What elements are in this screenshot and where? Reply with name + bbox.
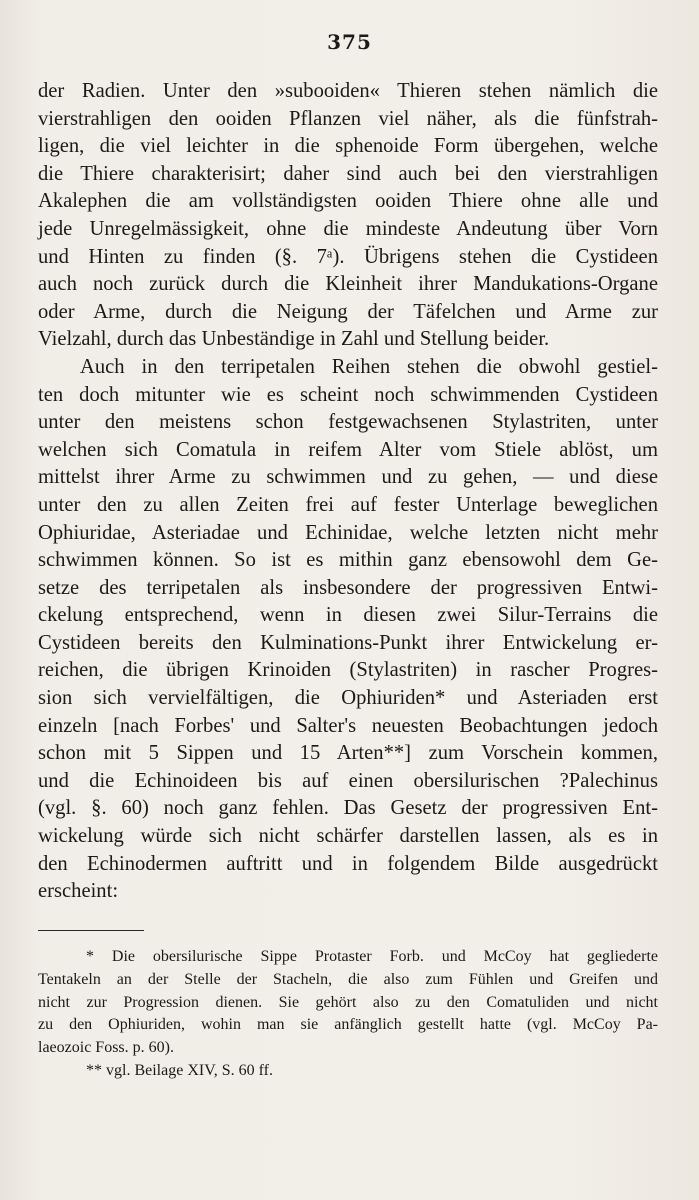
footnote-divider [38, 930, 144, 931]
text-line: jede Unregelmässigkeit, ohne die mindeste Andeutung über Vorn [38, 217, 658, 240]
text-line: sion sich vervielfältigen, die Ophiuriden* und Asteriaden erst [38, 687, 658, 710]
text-line: mittelst ihrer Arme zu schwimmen und zu gehen, — und diese [38, 466, 658, 489]
text-line: Cystideen bereits den Kulminations-Punkt ihrer Entwickelung er- [38, 631, 658, 654]
paragraph-start-line: Auch in den terripetalen Reihen stehen die obwohl gestiel- [80, 355, 658, 378]
text-line: auch noch zurück durch die Kleinheit ihrer Mandukations-Organe [38, 273, 658, 296]
text-line: unter den meistens schon festgewachsenen Stylastriten, unter [38, 411, 658, 434]
text-line: ten doch mitunter wie es scheint noch schwimmenden Cystideen [38, 383, 658, 406]
text-line: schon mit 5 Sippen und 15 Arten**] zum Vorschein kommen, [38, 742, 658, 765]
body-text [38, 78, 658, 906]
text-line: der Radien. Unter den »subooiden« Thieren stehen nämlich die [38, 80, 658, 102]
footnote-line: Tentakeln an der Stelle der Stacheln, die also zum Fühlen und Greifen und [38, 970, 658, 988]
text-line: erscheint: [38, 880, 119, 903]
footnote-line: zu den Ophiuriden, wohin man sie anfänglich gestellt hatte (vgl. McCoy Pa- [38, 1016, 658, 1034]
text-line: Ophiuridae, Asteriadae und Echinidae, welche letzten nicht mehr [38, 521, 658, 544]
text-line: Vielzahl, durch das Unbeständige in Zahl und Stellung beider. [38, 328, 550, 351]
text-line: (vgl. §. 60) noch ganz fehlen. Das Gesetz der progressiven Ent- [38, 797, 658, 820]
text-line: unter den zu allen Zeiten frei auf fester Unterlage beweglichen [38, 493, 658, 516]
footnotes [38, 946, 658, 1083]
text-line: ckelung entsprechend, wenn in diesen zwei Silur-Terrains die [38, 604, 658, 627]
text-line: oder Arme, durch die Neigung der Täfelchen und Arme zur [38, 300, 658, 323]
footnote-line: ** vgl. Beilage XIV, S. 60 ff. [86, 1061, 273, 1079]
text-line: ligen, die viel leichter in die sphenoide Form übergehen, welche [38, 135, 658, 158]
footnote-line: * Die obersilurische Sippe Protaster Forb. und McCoy hat gegliederte [86, 948, 658, 965]
text-line: Akalephen die am vollständigsten ooiden Thiere ohne alle und [38, 190, 658, 213]
text-line: einzeln [nach Forbes' und Salter's neuesten Beobachtungen jedoch [38, 714, 658, 737]
footnote-line: nicht zur Progression dienen. Sie gehört also zu den Comatuliden und nicht [38, 993, 658, 1011]
text-line: die Thiere charakterisirt; daher sind auch bei den vierstrahligen [38, 162, 658, 185]
text-line: setze des terripetalen als insbesondere der progressiven Entwi- [38, 576, 658, 599]
text-line: wickelung würde sich nicht schärfer darstellen lassen, als es in [38, 825, 658, 848]
text-line: vierstrahligen den ooiden Pflanzen viel näher, als die fünfstrah- [38, 107, 658, 130]
footnote-line: laeozoic Foss. p. 60). [38, 1039, 174, 1057]
page-number: 375 [327, 30, 372, 54]
text-line: den Echinodermen auftritt und in folgendem Bilde ausgedrückt [38, 852, 658, 875]
text-line: reichen, die übrigen Krinoiden (Stylastriten) in rascher Progres- [38, 659, 658, 682]
text-line: und Hinten zu finden (§. 7ᵃ). Übrigens stehen die Cystideen [38, 245, 658, 268]
text-line: schwimmen können. So ist es mithin ganz ebensowohl dem Ge- [38, 549, 658, 572]
text-line: und die Echinoideen bis auf einen obersilurischen ?Palechinus [38, 769, 658, 792]
text-line: welchen sich Comatula in reifem Alter vom Stiele ablöst, um [38, 438, 658, 461]
